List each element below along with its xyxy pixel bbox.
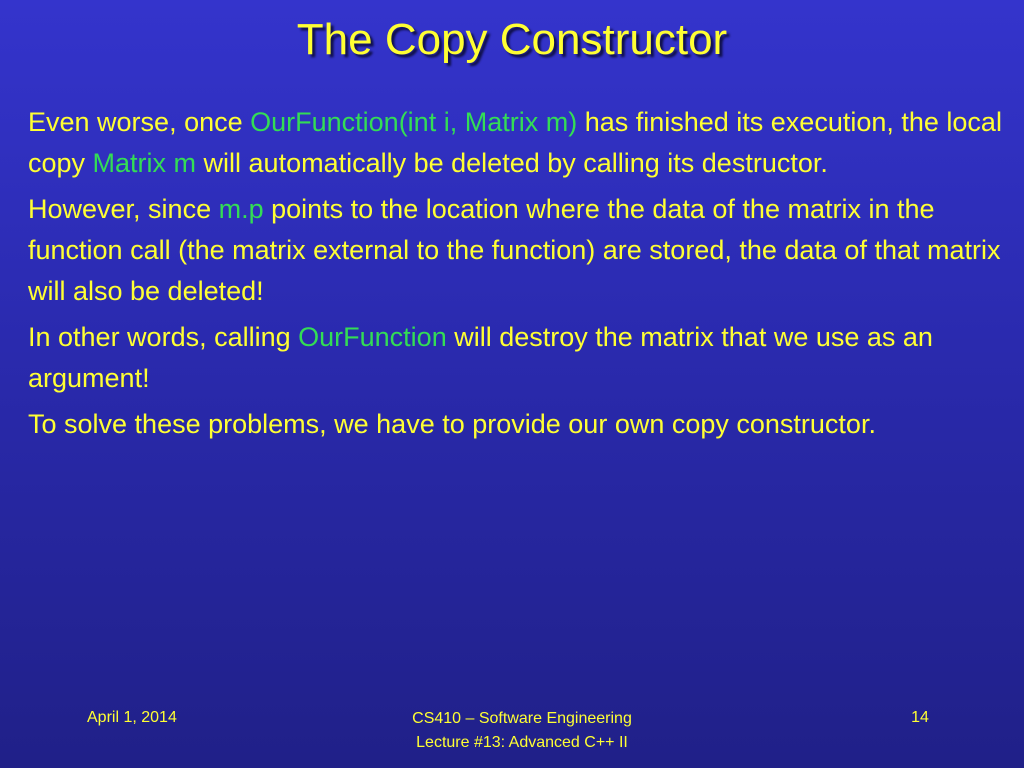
- slide-body: [28, 102, 1003, 450]
- paragraph-1-text-1: Even worse, once: [28, 107, 251, 137]
- slide-title: The Copy Constructor: [296, 15, 728, 64]
- paragraph-2-text-1: However, since: [28, 194, 219, 224]
- footer-lecture: Lecture #13: Advanced C++ II: [416, 734, 628, 751]
- paragraph-1-text-2: has finished its execution, the local copy: [28, 107, 1002, 178]
- footer-course-info: [312, 707, 732, 755]
- slide-number: 14: [911, 709, 929, 726]
- paragraph-3-text-1: In other words, calling: [28, 322, 299, 352]
- paragraph-1: [28, 102, 1003, 184]
- footer-course: CS410 – Software Engineering: [412, 710, 632, 727]
- code-ourfunction-signature: OurFunction(int i, Matrix m): [250, 107, 578, 137]
- paragraph-4-text-1: To solve these problems, we have to provide our own copy constructor.: [28, 409, 876, 439]
- paragraph-4: [28, 404, 1003, 445]
- footer-date: April 1, 2014: [87, 709, 177, 726]
- paragraph-1-text-3: will automatically be deleted by calling its destructor.: [196, 148, 828, 178]
- paragraph-3: [28, 317, 1003, 399]
- paragraph-2-text-2: points to the location where the data of the matrix in the function call (the matrix external to the function) are stored, the data of that matrix will also be deleted!: [28, 194, 1001, 306]
- code-m-p: m.p: [218, 194, 264, 224]
- code-ourfunction: OurFunction: [298, 322, 447, 352]
- paragraph-2: [28, 189, 1003, 312]
- paragraph-3-text-2: will destroy the matrix that we use as an argument!: [28, 322, 933, 393]
- code-matrix-m: Matrix m: [92, 148, 197, 178]
